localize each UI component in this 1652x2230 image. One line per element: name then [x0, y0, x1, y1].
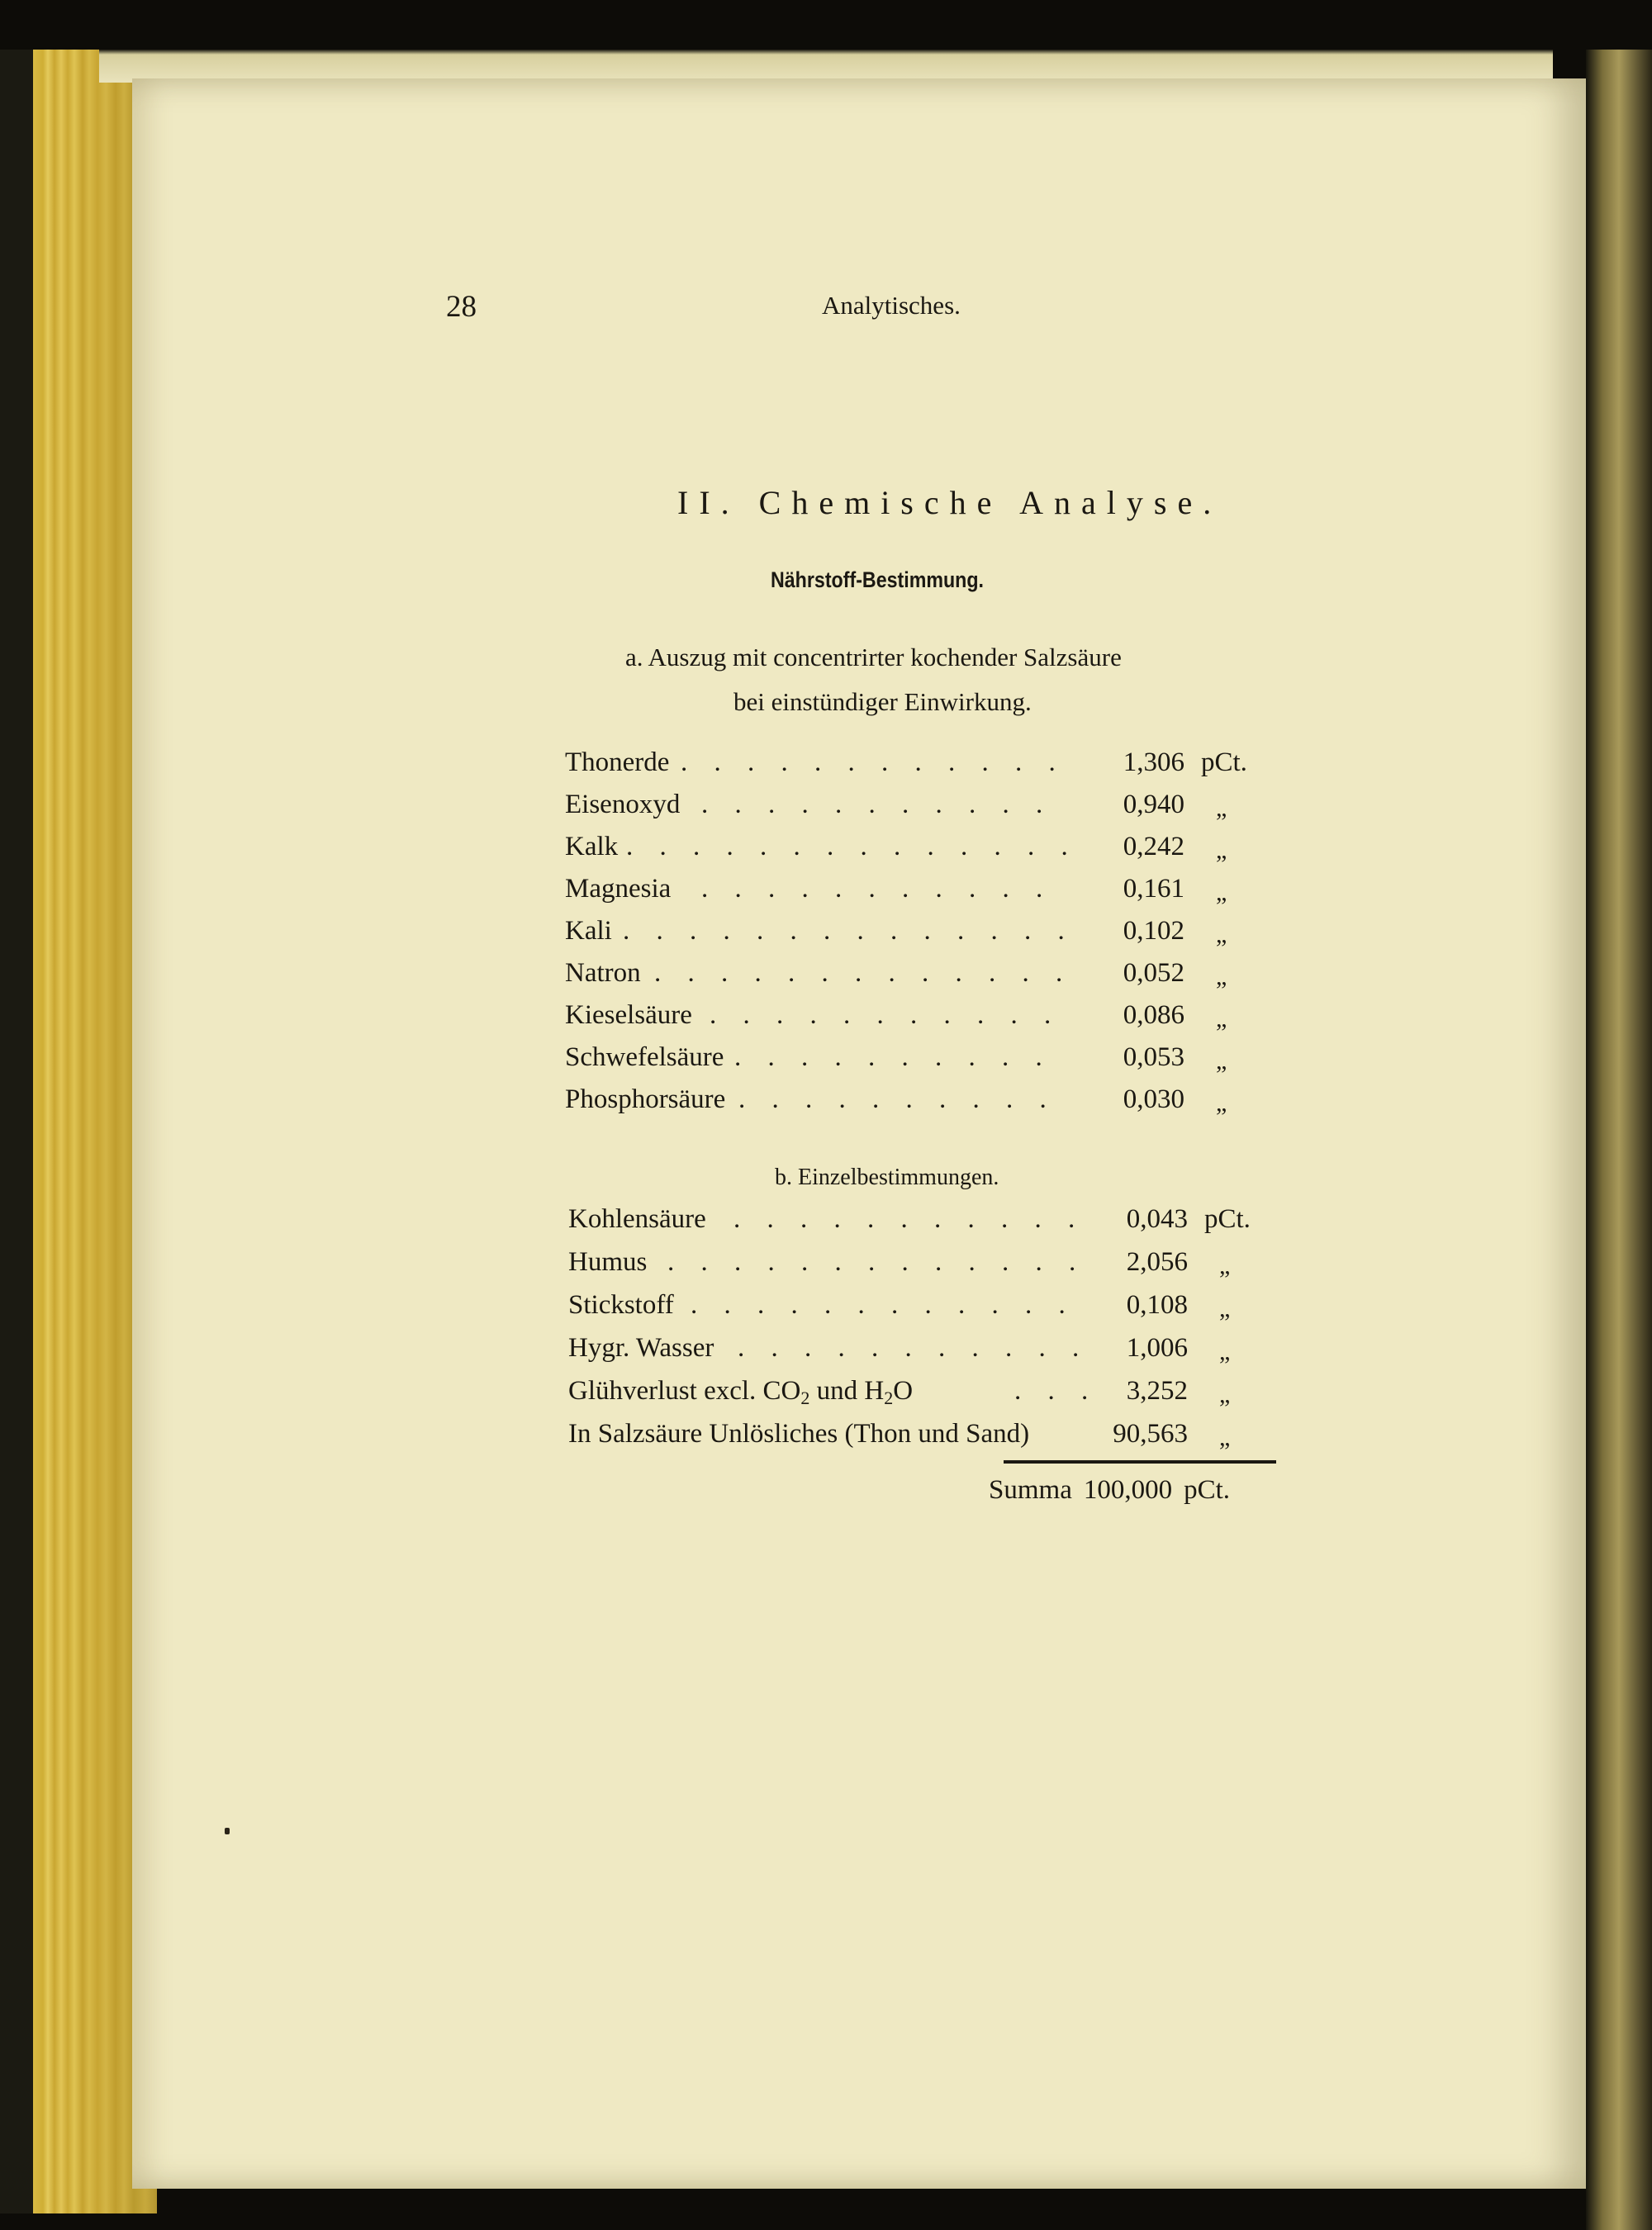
row-name: Schwefelsäure	[565, 1042, 724, 1072]
analysis-row	[565, 1000, 1251, 1040]
leader-dots: . . . . . . . . . . .	[701, 874, 1053, 904]
row-name: Natron	[565, 958, 641, 988]
summa-row	[989, 1475, 1241, 1506]
leader-dots: . . . . . . . . . . . . . .	[623, 916, 1075, 946]
row-name: Phosphorsäure	[565, 1084, 726, 1114]
row-unit: pCt.	[1204, 1204, 1251, 1234]
row-name: Stickstoff	[568, 1290, 674, 1320]
row-unit: „	[1216, 1005, 1227, 1032]
row-value: 90,563	[1113, 1419, 1188, 1449]
row-name: In Salzsäure Unlösliches (Thon und Sand)	[568, 1419, 1030, 1449]
row-value: 3,252	[1126, 1376, 1188, 1406]
ink-speck	[225, 1828, 230, 1834]
row-unit: „	[1216, 795, 1227, 822]
row-value: 2,056	[1126, 1247, 1188, 1277]
row-unit: „	[1216, 921, 1227, 948]
part-a-heading: a. Auszug mit concentrirter kochender Salzsäure	[625, 643, 1122, 671]
analysis-row	[565, 1084, 1251, 1124]
row-unit: „	[1216, 879, 1227, 906]
row-name: Kali	[565, 916, 612, 946]
analysis-row	[565, 874, 1251, 913]
row-name: Humus	[568, 1247, 648, 1277]
row-value: 0,053	[1123, 1042, 1184, 1072]
section-title: II. Chemische Analyse.	[677, 484, 1222, 521]
analysis-row	[565, 916, 1251, 956]
leader-dots: . . .	[1014, 1376, 1099, 1406]
analysis-row	[565, 958, 1251, 998]
leader-dots: . . . . . . . . . . . .	[691, 1290, 1075, 1320]
analysis-row	[568, 1333, 1254, 1373]
analysis-row	[568, 1290, 1254, 1330]
analysis-row	[565, 790, 1251, 829]
row-value: 0,043	[1126, 1204, 1188, 1234]
row-value: 0,161	[1123, 874, 1184, 904]
analysis-row	[565, 747, 1251, 787]
row-unit: „	[1219, 1338, 1231, 1365]
leader-dots: . . . . . . . . . . .	[701, 790, 1053, 819]
row-value: 0,102	[1123, 916, 1184, 946]
page-number: 28	[446, 290, 477, 324]
summa-label: Summa	[989, 1475, 1072, 1505]
row-name-prefix: Glühverlust excl. CO	[568, 1376, 801, 1406]
row-value: 1,006	[1126, 1333, 1188, 1363]
row-unit: „	[1219, 1381, 1231, 1408]
row-name: Kieselsäure	[565, 1000, 692, 1030]
leader-dots: . . . . . . . . . . .	[733, 1204, 1085, 1234]
row-name-suffix: O	[893, 1376, 914, 1406]
row-value: 0,030	[1123, 1084, 1184, 1114]
leader-dots: . . . . . . . . . . .	[710, 1000, 1061, 1030]
row-name: Kalk	[565, 832, 619, 861]
row-value: 0,940	[1123, 790, 1184, 819]
row-unit: „	[1216, 1047, 1227, 1075]
leader-dots: . . . . . . . . . .	[738, 1084, 1056, 1114]
leader-dots: . . . . . . . . . . . . .	[654, 958, 1073, 988]
leader-dots: . . . . . . . . . . .	[738, 1333, 1089, 1363]
analysis-row	[568, 1204, 1254, 1244]
row-unit: „	[1219, 1252, 1231, 1279]
part-a-heading-continued: bei einstündiger Einwirkung.	[733, 687, 1032, 716]
analysis-row	[568, 1376, 1254, 1416]
row-value: 0,108	[1126, 1290, 1188, 1320]
leader-dots: . . . . . . . . . . . . .	[667, 1247, 1086, 1277]
row-value: 0,052	[1123, 958, 1184, 988]
summa-value: 100,000	[1083, 1475, 1173, 1505]
subsection-title: Nährstoff-Bestimmung.	[771, 567, 985, 592]
row-unit: „	[1216, 837, 1227, 864]
analysis-row	[565, 1042, 1251, 1082]
leader-dots: . . . . . . . . . . . . . .	[626, 832, 1078, 861]
row-name: Hygr. Wasser	[568, 1333, 714, 1363]
part-b-heading: b. Einzelbestimmungen.	[775, 1165, 999, 1190]
row-name: Kohlensäure	[568, 1204, 706, 1234]
row-unit: „	[1216, 963, 1227, 990]
leader-dots: . . . . . . . . . . . .	[681, 747, 1066, 777]
row-unit: „	[1219, 1295, 1231, 1322]
row-value: 0,086	[1123, 1000, 1184, 1030]
subscript: 2	[884, 1388, 894, 1408]
row-unit: pCt.	[1201, 747, 1247, 777]
facing-page-edge	[1586, 50, 1652, 2230]
analysis-row	[568, 1419, 1254, 1459]
row-name: Eisenoxyd	[565, 790, 681, 819]
row-value: 0,242	[1123, 832, 1184, 861]
sum-rule	[1004, 1460, 1276, 1464]
analysis-row	[565, 832, 1251, 871]
row-name: Thonerde	[565, 747, 670, 777]
row-value: 1,306	[1123, 747, 1184, 777]
running-head: Analytisches.	[822, 291, 961, 320]
analysis-row	[568, 1247, 1254, 1287]
subscript: 2	[800, 1388, 810, 1408]
summa-unit: pCt.	[1184, 1475, 1231, 1505]
row-name-mid: und H	[809, 1376, 885, 1406]
row-name	[568, 1376, 913, 1409]
leader-dots: . . . . . . . . . .	[734, 1042, 1052, 1072]
row-unit: „	[1216, 1089, 1227, 1117]
page-top-edge	[99, 50, 1553, 83]
book-page	[132, 78, 1586, 2189]
row-unit: „	[1219, 1424, 1231, 1451]
row-name: Magnesia	[565, 874, 672, 904]
